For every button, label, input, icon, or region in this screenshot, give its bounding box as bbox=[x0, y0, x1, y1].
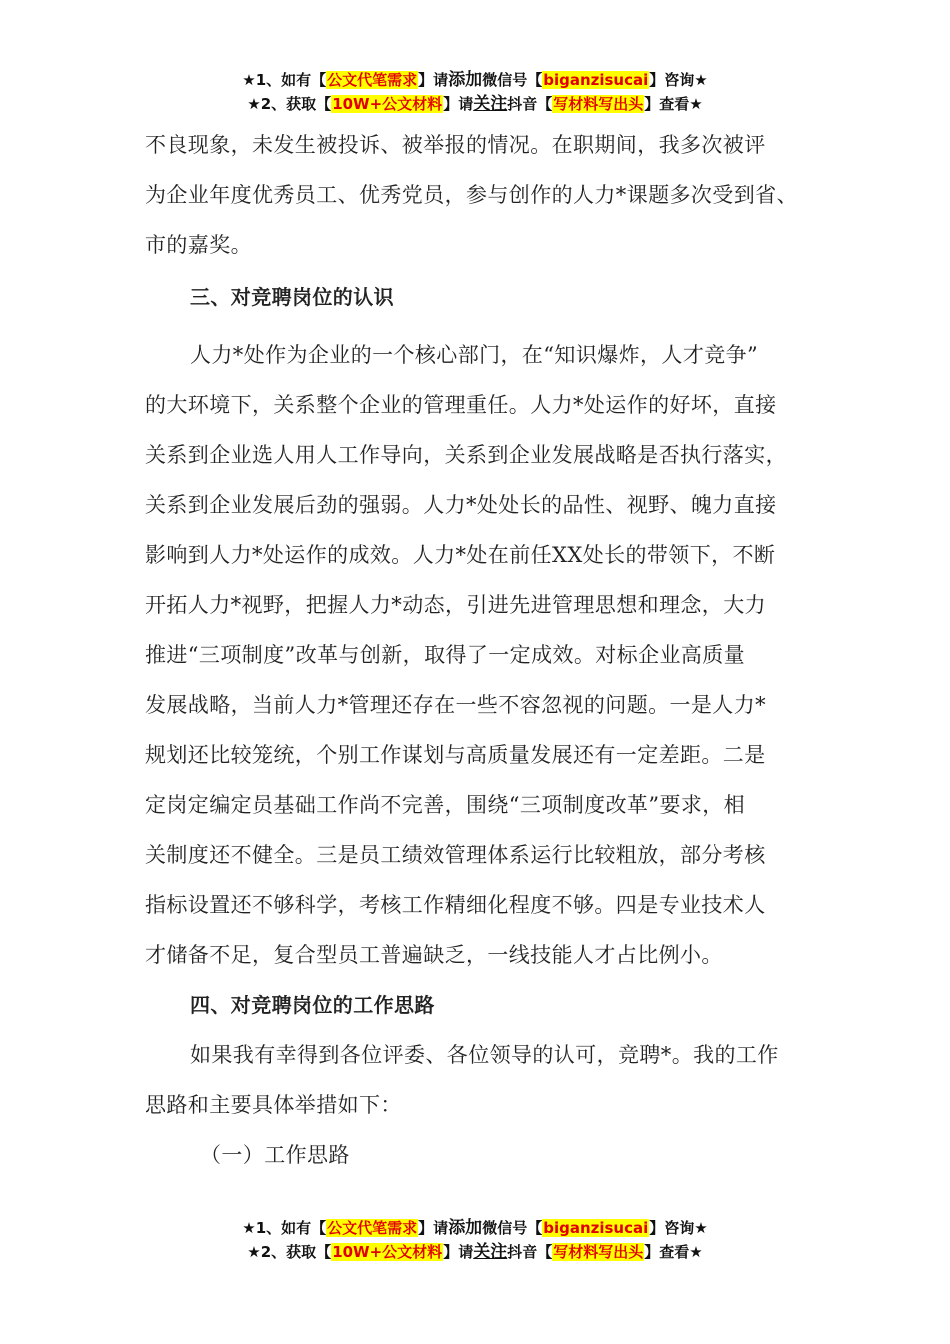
banner-text: 】请 bbox=[418, 71, 449, 89]
banner-text: 抖音【 bbox=[507, 1243, 553, 1261]
body-line: 指标设置还不够科学，考核工作精细化程度不够。四是专业技术人 bbox=[145, 893, 766, 917]
section-heading-4: 四、对竞聘岗位的工作思路 bbox=[190, 993, 435, 1017]
body-line: 关系到企业选人用人工作导向，关系到企业发展战略是否执行落实， bbox=[145, 443, 787, 467]
banner-line-1 bbox=[0, 68, 950, 92]
banner-text: ★2、获取【 bbox=[247, 1243, 332, 1261]
banner-text: 抖音【 bbox=[507, 95, 553, 113]
banner-highlight-service: 公文代笔需求 bbox=[327, 1219, 418, 1237]
banner-line-2 bbox=[0, 92, 950, 116]
banner-text: 】咨询★ bbox=[649, 1219, 708, 1237]
body-line: 的大环境下，关系整个企业的管理重任。人力*处运作的好坏，直接 bbox=[145, 393, 777, 417]
document-body bbox=[145, 120, 825, 1180]
banner-text: 】请 bbox=[443, 1243, 474, 1261]
banner-text: 】请 bbox=[418, 1219, 449, 1237]
banner-line-1 bbox=[0, 1216, 950, 1240]
body-line: 不良现象，未发生被投诉、被举报的情况。在职期间，我多次被评 bbox=[145, 133, 766, 157]
body-line: 思路和主要具体举措如下： bbox=[145, 1093, 402, 1117]
banner-text: 】查看★ bbox=[644, 1243, 703, 1261]
body-line: 关制度还不健全。三是员工绩效管理体系运行比较粗放，部分考核 bbox=[145, 843, 766, 867]
banner-highlight-douyin: 写材料写出头 bbox=[553, 95, 644, 113]
subheading-work-approach: （一）工作思路 bbox=[200, 1143, 350, 1167]
banner-text: 】咨询★ bbox=[649, 71, 708, 89]
body-line: 定岗定编定员基础工作尚不完善，围绕“三项制度改革”要求，相 bbox=[145, 793, 746, 817]
body-line: 发展战略，当前人力*管理还存在一些不容忽视的问题。一是人力* bbox=[145, 693, 766, 717]
banner-emphasis: 关注 bbox=[473, 94, 508, 114]
banner-text: 微信号【 bbox=[482, 71, 543, 89]
section-heading-3: 三、对竞聘岗位的认识 bbox=[190, 285, 394, 309]
banner-emphasis: 添加 bbox=[448, 1218, 483, 1238]
banner-text: 】请 bbox=[443, 95, 474, 113]
body-line: 关系到企业发展后劲的强弱。人力*处处长的品性、视野、魄力直接 bbox=[145, 493, 777, 517]
banner-highlight-wechat: biganzisucai bbox=[543, 1219, 649, 1237]
body-line: 为企业年度优秀员工、优秀党员，参与创作的人力*课题多次受到省、 bbox=[145, 183, 798, 207]
body-line: 影响到人力*处运作的成效。人力*处在前任XX处长的带领下，不断 bbox=[145, 543, 776, 567]
banner-text: 】查看★ bbox=[644, 95, 703, 113]
banner-line-2 bbox=[0, 1240, 950, 1264]
banner-highlight-materials: 10W+公文材料 bbox=[332, 1243, 443, 1261]
banner-text: ★2、获取【 bbox=[247, 95, 332, 113]
body-line: 才储备不足，复合型员工普遍缺乏，一线技能人才占比例小。 bbox=[145, 943, 723, 967]
body-line: 人力*处作为企业的一个核心部门，在“知识爆炸，人才竞争” bbox=[190, 343, 759, 367]
banner-text: ★1、如有【 bbox=[242, 71, 327, 89]
footer-banner bbox=[0, 1216, 950, 1264]
body-line: 如果我有幸得到各位评委、各位领导的认可，竞聘*。我的工作 bbox=[190, 1043, 779, 1067]
banner-highlight-douyin: 写材料写出头 bbox=[553, 1243, 644, 1261]
banner-emphasis: 关注 bbox=[473, 1242, 508, 1262]
banner-highlight-wechat: biganzisucai bbox=[543, 71, 649, 89]
banner-emphasis: 添加 bbox=[448, 70, 483, 90]
body-line: 市的嘉奖。 bbox=[145, 233, 252, 257]
header-banner bbox=[0, 68, 950, 116]
body-line: 开拓人力*视野，把握人力*动态，引进先进管理思想和理念，大力 bbox=[145, 593, 766, 617]
banner-highlight-service: 公文代笔需求 bbox=[327, 71, 418, 89]
banner-text: ★1、如有【 bbox=[242, 1219, 327, 1237]
body-line: 推进“三项制度”改革与创新，取得了一定成效。对标企业高质量 bbox=[145, 643, 746, 667]
banner-highlight-materials: 10W+公文材料 bbox=[332, 95, 443, 113]
banner-text: 微信号【 bbox=[482, 1219, 543, 1237]
body-line: 规划还比较笼统，个别工作谋划与高质量发展还有一定差距。二是 bbox=[145, 743, 766, 767]
